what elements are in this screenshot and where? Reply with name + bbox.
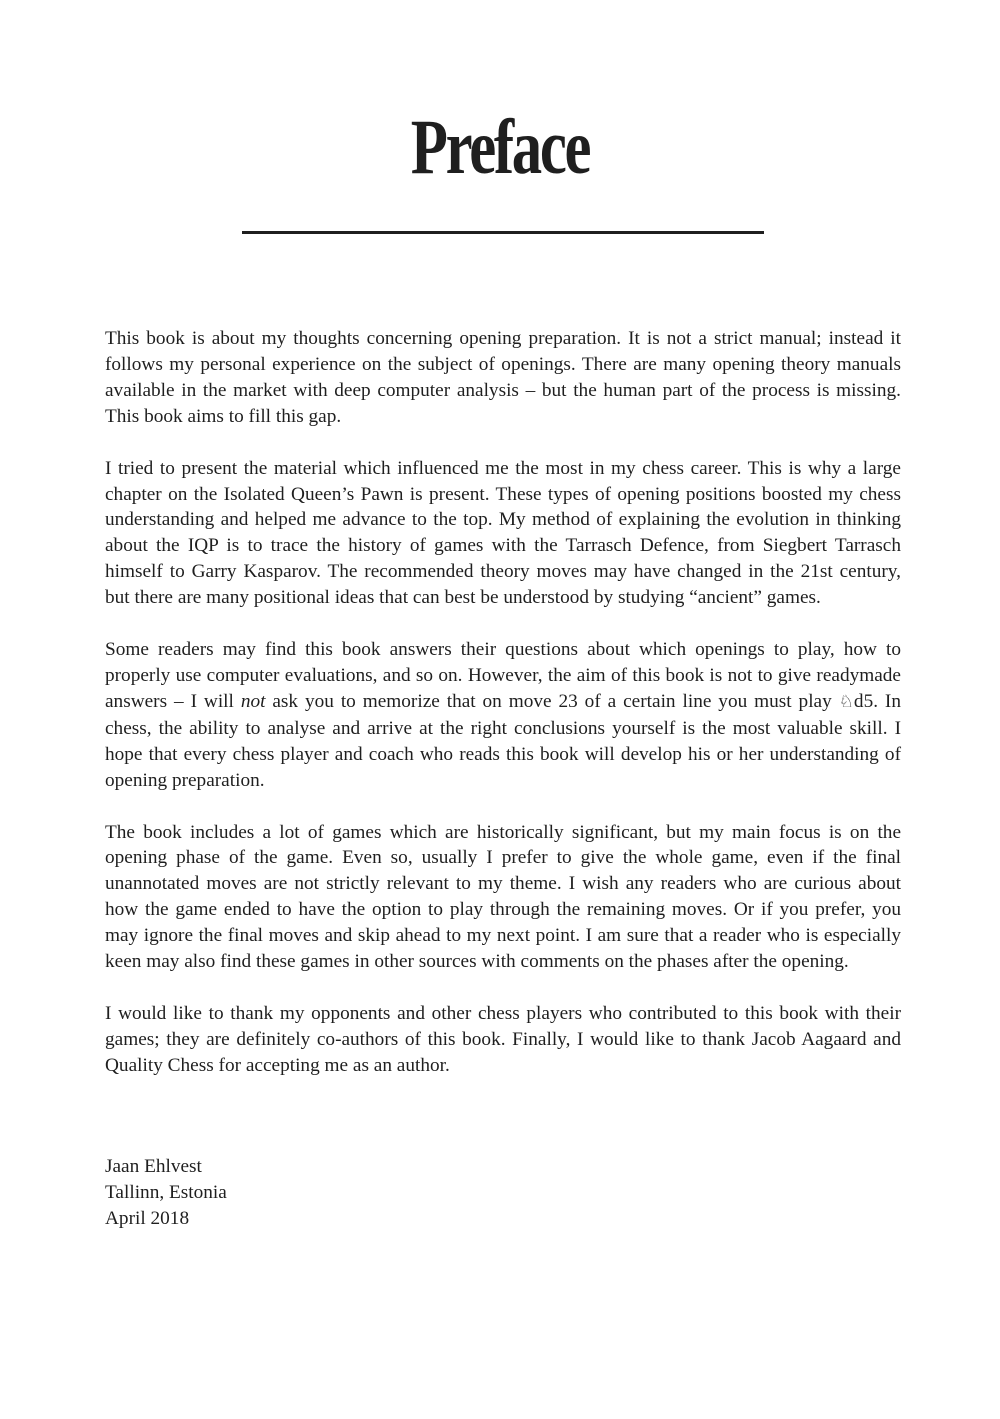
signature-date: April 2018 — [105, 1208, 190, 1229]
signature-block — [105, 1154, 505, 1232]
paragraph-3-text-middle: ask you to memorize that on move 23 of a certain line you must play — [265, 690, 839, 712]
paragraph-2: I tried to present the material which influenced me the most in my chess career. This is why a large chapter on the Isolated Queen’s Pawn is present. These types of opening positions boosted my chess understanding and helped me advance to the top. My method of explaining the evolution in thinking about the IQP is to trace the history of games with the Tarrasch Defence, from Siegbert Tarrasch himself to Garry Kasparov. The recommended theory moves may have changed in the 21st century, but there are many positional ideas that can best be understood by studying “ancient” games. — [105, 457, 901, 609]
paragraph-1: This book is about my thoughts concerning opening preparation. It is not a strict manual; instead it follows my personal experience on the subject of openings. There are many opening theory manuals available in the market with deep computer analysis – but the human part of the process is missing. This book aims to fill this gap. — [105, 328, 901, 427]
title-divider — [242, 231, 764, 234]
knight-icon: ♘ — [838, 691, 854, 712]
signature-place: Tallinn, Estonia — [105, 1182, 227, 1203]
paragraph-5: I would like to thank my opponents and other chess players who contributed to this book with their games; they are definitely co-authors of this book. Finally, I would like to thank Jacob Aagaard and Quality Chess for accepting me as an author. — [105, 1002, 901, 1076]
signature-author: Jaan Ehlvest — [105, 1156, 202, 1177]
paragraph-3 — [105, 637, 901, 793]
page-title: Preface — [410, 103, 590, 190]
emphasis-not: not — [240, 690, 266, 712]
preface-body — [105, 326, 901, 1079]
paragraph-4: The book includes a lot of games which are historically significant, but my main focus is on the opening phase of the game. Even so, usually I prefer to give the whole game, even if the final unannotated moves are not strictly relevant to my theme. I wish any readers who are curious about how the game ended to have the option to play through the remaining moves. Or if you prefer, you may ignore the final moves and skip ahead to my next point. I am sure that a reader who is especially keen may also find these games in other sources with comments on the phases after the opening. — [105, 821, 901, 973]
paragraph-3-text-start: Some readers may find this book answers their questions about which openings to play, how to properly use computer evaluations, and so on. However, the aim of this book is not to give readymade answers – I will — [105, 639, 901, 712]
paragraph-3-text-end: d5. In chess, the ability to analyse and arrive at the right conclusions yourself is the most valuable skill. I hope that every chess player and coach who reads this book will develop his or her understanding of opening preparation. — [105, 690, 901, 791]
